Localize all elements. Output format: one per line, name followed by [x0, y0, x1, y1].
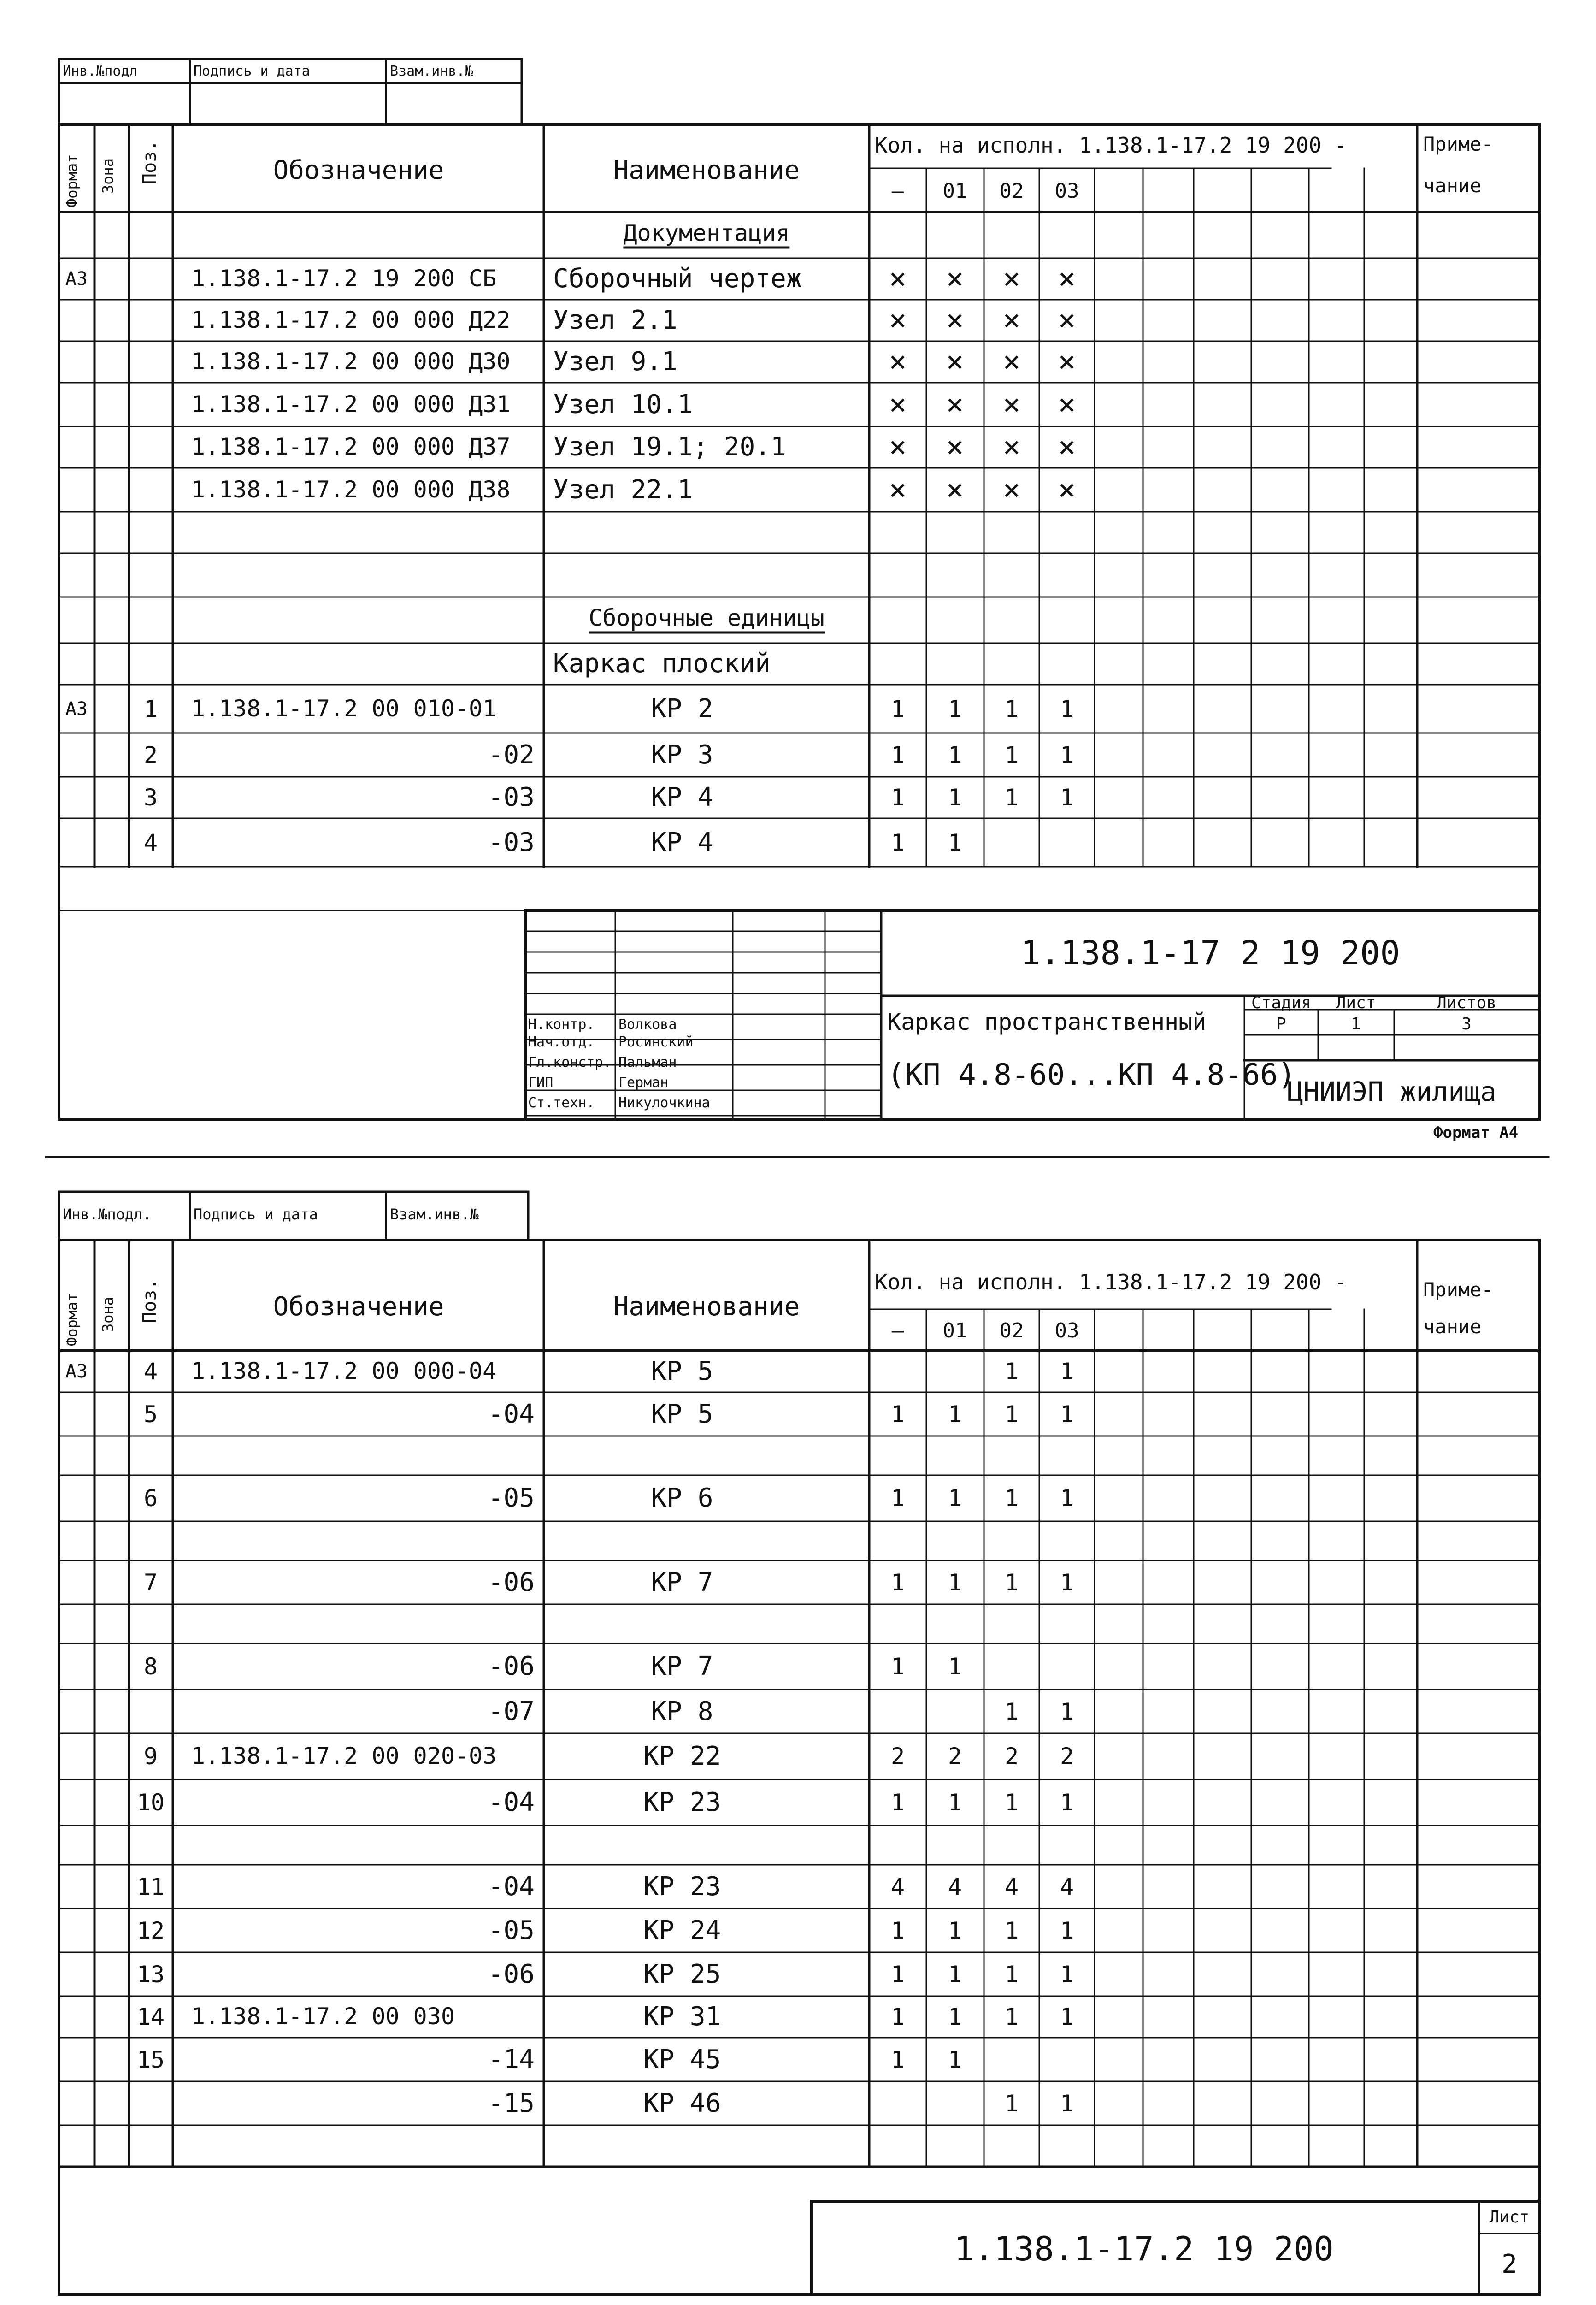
row-qty-0: 1 — [890, 695, 905, 722]
row-qty-3: × — [1058, 473, 1076, 507]
row-name: КР 25 — [643, 1959, 721, 1989]
row-qty-1: × — [946, 303, 964, 337]
signer-name: Волкова — [618, 1017, 677, 1033]
row-pos: 12 — [136, 1917, 165, 1944]
row-qty-1: × — [946, 387, 964, 422]
row-qty-0: 1 — [890, 1961, 905, 1988]
row-qty-0: × — [889, 262, 907, 296]
row-name: Узел 2.1 — [553, 305, 677, 335]
tb1-sheets-label: Листов — [1436, 993, 1497, 1012]
row-qty-2: × — [1002, 262, 1021, 296]
row-qty-1: 1 — [948, 829, 962, 856]
signer-role: Гл.констр. — [528, 1054, 612, 1070]
row-qty-3: 1 — [1060, 1401, 1074, 1428]
row-qty-1: × — [946, 430, 964, 464]
row-qty-1: 1 — [948, 741, 962, 768]
row-qty-1: × — [946, 473, 964, 507]
tb1-stage-label: Стадия — [1251, 993, 1312, 1012]
row-qty-1: 1 — [948, 1569, 962, 1596]
row-format: А3 — [65, 698, 88, 720]
signer-name: Никулочкина — [618, 1095, 710, 1111]
row-qty-2: 1 — [1004, 695, 1019, 722]
row-qty-3: 1 — [1060, 1358, 1074, 1385]
head2-col-2: 02 — [999, 1319, 1024, 1342]
row-pos: 11 — [136, 1873, 165, 1900]
row-name: КР 22 — [643, 1741, 721, 1771]
signer-name: Росинский — [618, 1034, 694, 1050]
tb1-title-1: Каркас пространственный — [887, 1009, 1207, 1035]
row-oboz: -15 — [488, 2088, 535, 2118]
tb2-sheet: 2 — [1502, 2249, 1517, 2279]
row-qty-2: × — [1002, 473, 1021, 507]
row-name: Узел 10.1 — [553, 389, 693, 420]
row-qty-0: × — [889, 430, 907, 464]
row-name: Сборочный чертеж — [553, 264, 802, 294]
row-section-title: Документация — [623, 222, 789, 249]
tb1-sheet-label: Лист — [1336, 993, 1376, 1012]
row-qty-0: × — [889, 303, 907, 337]
row-name: КР 7 — [651, 1567, 713, 1597]
stamp-vzam: Взам.инв.№ — [390, 63, 473, 79]
row-qty-3: × — [1058, 387, 1076, 422]
row-name: Узел 9.1 — [553, 347, 677, 377]
row-qty-3: 1 — [1060, 1485, 1074, 1512]
row-oboz: 1.138.1-17.2 19 200 СБ — [191, 265, 497, 292]
row-qty-2: 4 — [1004, 1873, 1019, 1900]
head-prim-2: чание — [1423, 174, 1482, 197]
row-qty-0: 4 — [890, 1873, 905, 1900]
row-qty-3: 1 — [1060, 695, 1074, 722]
row-qty-0: 1 — [890, 741, 905, 768]
row-pos: 10 — [136, 1789, 165, 1816]
row-oboz: -06 — [488, 1959, 535, 1989]
row-qty-2: 1 — [1004, 1358, 1019, 1385]
row-qty-0: 1 — [890, 1917, 905, 1944]
row-qty-1: 2 — [948, 1743, 962, 1770]
row-name: КР 45 — [643, 2044, 721, 2074]
row-qty-0: 1 — [890, 1789, 905, 1816]
head2-zone: Зона — [99, 1296, 117, 1332]
row-qty-1: 1 — [948, 2004, 962, 2030]
row-qty-2: 1 — [1004, 1917, 1019, 1944]
row-qty-1: × — [946, 345, 964, 379]
row-qty-2: × — [1002, 303, 1021, 337]
row-oboz: -02 — [488, 739, 535, 770]
row-oboz: 1.138.1-17.2 00 000-04 — [191, 1358, 497, 1384]
row-name: Узел 22.1 — [553, 474, 693, 505]
row-oboz: 1.138.1-17.2 00 000 Д31 — [191, 390, 511, 418]
head2-col-1: 01 — [942, 1319, 967, 1342]
head2-col-3: 03 — [1054, 1319, 1079, 1342]
row-name: КР 5 — [651, 1399, 713, 1429]
row-oboz: 1.138.1-17.2 00 030 — [191, 2003, 455, 2030]
stamp2-inv: Инв.№подл. — [63, 1206, 152, 1223]
row-oboz: -04 — [488, 1871, 535, 1902]
tb2-sheet-label: Лист — [1489, 2208, 1530, 2227]
row-oboz: 1.138.1-17.2 00 000 Д37 — [191, 433, 511, 460]
row-qty-0: 1 — [890, 784, 905, 811]
row-oboz: 1.138.1-17.2 00 000 Д38 — [191, 476, 511, 503]
head-naim: Наименование — [613, 155, 800, 185]
row-qty-2: 1 — [1004, 1569, 1019, 1596]
head-format: Формат — [63, 154, 81, 207]
row-qty-1: 1 — [948, 784, 962, 811]
stamp2-vzam: Взам.инв.№ — [390, 1206, 479, 1223]
row-qty-2: 1 — [1004, 784, 1019, 811]
tb1-sheet: 1 — [1351, 1015, 1361, 1034]
row-qty-2: 2 — [1004, 1743, 1019, 1770]
stamp2-sign: Подпись и дата — [194, 1206, 318, 1223]
row-qty-0: × — [889, 345, 907, 379]
row-name: Каркас плоский — [553, 649, 771, 679]
tb1-title-2: (КП 4.8-60...КП 4.8-66) — [887, 1058, 1296, 1092]
head2-oboz: Обозначение — [273, 1292, 444, 1322]
signer-role: Ст.техн. — [528, 1095, 595, 1111]
row-oboz: -04 — [488, 1399, 535, 1429]
tb1-sheets: 3 — [1461, 1015, 1472, 1034]
row-qty-2: 1 — [1004, 1961, 1019, 1988]
row-qty-1: 1 — [948, 1917, 962, 1944]
row-qty-1: × — [946, 262, 964, 296]
row-name: КР 4 — [651, 782, 713, 812]
row-qty-0: × — [889, 387, 907, 422]
row-qty-3: 1 — [1060, 1917, 1074, 1944]
row-qty-3: 1 — [1060, 1961, 1074, 1988]
row-qty-2: × — [1002, 430, 1021, 464]
row-pos: 8 — [143, 1653, 158, 1680]
row-qty-1: 4 — [948, 1873, 962, 1900]
row-qty-3: 1 — [1060, 2090, 1074, 2117]
row-section-title: Сборочные единицы — [589, 607, 825, 634]
head-prim-1: Приме- — [1423, 133, 1493, 155]
tb1-org: ЦНИИЭП жилища — [1287, 1076, 1496, 1107]
row-qty-2: 1 — [1004, 1485, 1019, 1512]
row-qty-2: 1 — [1004, 741, 1019, 768]
head-oboz: Обозначение — [273, 155, 444, 185]
row-oboz: -03 — [488, 827, 535, 857]
row-oboz: -03 — [488, 782, 535, 812]
row-qty-0: 1 — [890, 2046, 905, 2073]
row-oboz: -05 — [488, 1483, 535, 1513]
row-name: КР 31 — [643, 2002, 721, 2032]
format-label: Формат А4 — [1433, 1123, 1519, 1142]
head2-pos: Поз. — [139, 1278, 160, 1323]
signer-name: Пальман — [618, 1054, 677, 1070]
row-oboz: -05 — [488, 1915, 535, 1945]
row-oboz: 1.138.1-17.2 00 000 Д22 — [191, 307, 511, 333]
row-oboz: -04 — [488, 1787, 535, 1817]
row-qty-0: 1 — [890, 1653, 905, 1680]
row-oboz: -07 — [488, 1696, 535, 1726]
row-pos: 4 — [143, 829, 158, 856]
tb2-code: 1.138.1-17.2 19 200 — [954, 2229, 1334, 2268]
head2-kol: Кол. на исполн. 1.138.1-17.2 19 200 - — [875, 1270, 1347, 1294]
row-name: КР 3 — [651, 739, 713, 770]
row-name: КР 46 — [643, 2088, 721, 2118]
row-name: КР 5 — [651, 1356, 713, 1386]
head-col-1: 01 — [942, 179, 967, 203]
row-qty-1: 1 — [948, 1485, 962, 1512]
row-qty-3: × — [1058, 303, 1076, 337]
head2-format: Формат — [63, 1293, 81, 1346]
row-qty-3: 1 — [1060, 1789, 1074, 1816]
row-pos: 3 — [143, 784, 158, 811]
row-qty-1: 1 — [948, 1789, 962, 1816]
row-pos: 5 — [143, 1401, 158, 1428]
row-oboz: 1.138.1-17.2 00 000 Д30 — [191, 348, 511, 375]
row-name: КР 23 — [643, 1871, 721, 1902]
row-qty-2: × — [1002, 387, 1021, 422]
row-name: КР 23 — [643, 1787, 721, 1817]
row-qty-3: 1 — [1060, 784, 1074, 811]
row-qty-3: 1 — [1060, 741, 1074, 768]
row-qty-1: 1 — [948, 1961, 962, 1988]
row-qty-3: × — [1058, 430, 1076, 464]
row-pos: 13 — [136, 1961, 165, 1988]
row-oboz: 1.138.1-17.2 00 010-01 — [191, 695, 497, 722]
head2-prim: Приме-чание — [1423, 1278, 1493, 1338]
row-qty-3: × — [1058, 262, 1076, 296]
row-oboz: -06 — [488, 1567, 535, 1597]
head2-naim: Наименование — [613, 1292, 800, 1322]
row-name: КР 7 — [651, 1651, 713, 1681]
row-qty-2: 1 — [1004, 2090, 1019, 2117]
row-pos: 9 — [143, 1743, 158, 1770]
row-qty-2: 1 — [1004, 1789, 1019, 1816]
row-qty-0: 2 — [890, 1743, 905, 1770]
stamp-inv: Инв.№подл — [63, 63, 138, 79]
row-pos: 4 — [143, 1358, 158, 1385]
stamp-sign: Подпись и дата — [194, 63, 310, 79]
row-qty-0: × — [889, 473, 907, 507]
row-name: Узел 19.1; 20.1 — [553, 432, 786, 462]
row-qty-3: 4 — [1060, 1873, 1074, 1900]
row-qty-0: 1 — [890, 1401, 905, 1428]
row-qty-0: 1 — [890, 1569, 905, 1596]
head-pos: Поз. — [139, 140, 160, 184]
row-oboz: 1.138.1-17.2 00 020-03 — [191, 1743, 497, 1769]
row-qty-0: 1 — [890, 2004, 905, 2030]
row-name: КР 6 — [651, 1483, 713, 1513]
row-format: А3 — [65, 268, 88, 290]
row-format: А3 — [65, 1361, 88, 1382]
row-name: КР 24 — [643, 1915, 721, 1945]
row-pos: 2 — [143, 741, 158, 768]
row-qty-2: 1 — [1004, 2004, 1019, 2030]
row-name: КР 2 — [651, 693, 713, 724]
row-pos: 7 — [143, 1569, 158, 1596]
tb1-stage: Р — [1276, 1015, 1286, 1034]
row-qty-0: 1 — [890, 829, 905, 856]
row-qty-3: 1 — [1060, 2004, 1074, 2030]
head-col-0: — — [891, 179, 904, 203]
row-qty-2: 1 — [1004, 1401, 1019, 1428]
signer-name: Герман — [618, 1075, 669, 1091]
row-qty-1: 1 — [948, 1401, 962, 1428]
row-oboz: -06 — [488, 1651, 535, 1681]
signer-role: Нач.отд. — [528, 1034, 595, 1050]
head-kol: Кол. на исполн. 1.138.1-17.2 19 200 - — [875, 133, 1347, 158]
row-qty-2: 1 — [1004, 1698, 1019, 1725]
row-qty-1: 1 — [948, 695, 962, 722]
row-pos: 6 — [143, 1485, 158, 1512]
head-zone: Зона — [99, 158, 117, 194]
row-name: КР 4 — [651, 827, 713, 857]
head-col-3: 03 — [1054, 179, 1079, 203]
tb1-code: 1.138.1-17 2 19 200 — [1020, 934, 1400, 972]
row-qty-3: × — [1058, 345, 1076, 379]
head2-col-0: — — [891, 1319, 904, 1342]
row-name: КР 8 — [651, 1696, 713, 1726]
row-qty-1: 1 — [948, 2046, 962, 2073]
row-qty-0: 1 — [890, 1485, 905, 1512]
row-qty-3: 1 — [1060, 1698, 1074, 1725]
row-qty-1: 1 — [948, 1653, 962, 1680]
signer-role: ГИП — [528, 1075, 554, 1091]
signer-role: Н.контр. — [528, 1017, 595, 1033]
row-qty-3: 2 — [1060, 1743, 1074, 1770]
row-qty-3: 1 — [1060, 1569, 1074, 1596]
head-col-2: 02 — [999, 179, 1024, 203]
row-pos: 15 — [136, 2046, 165, 2073]
row-pos: 1 — [143, 695, 158, 722]
row-qty-2: × — [1002, 345, 1021, 379]
row-pos: 14 — [136, 2004, 165, 2030]
row-oboz: -14 — [488, 2044, 535, 2074]
